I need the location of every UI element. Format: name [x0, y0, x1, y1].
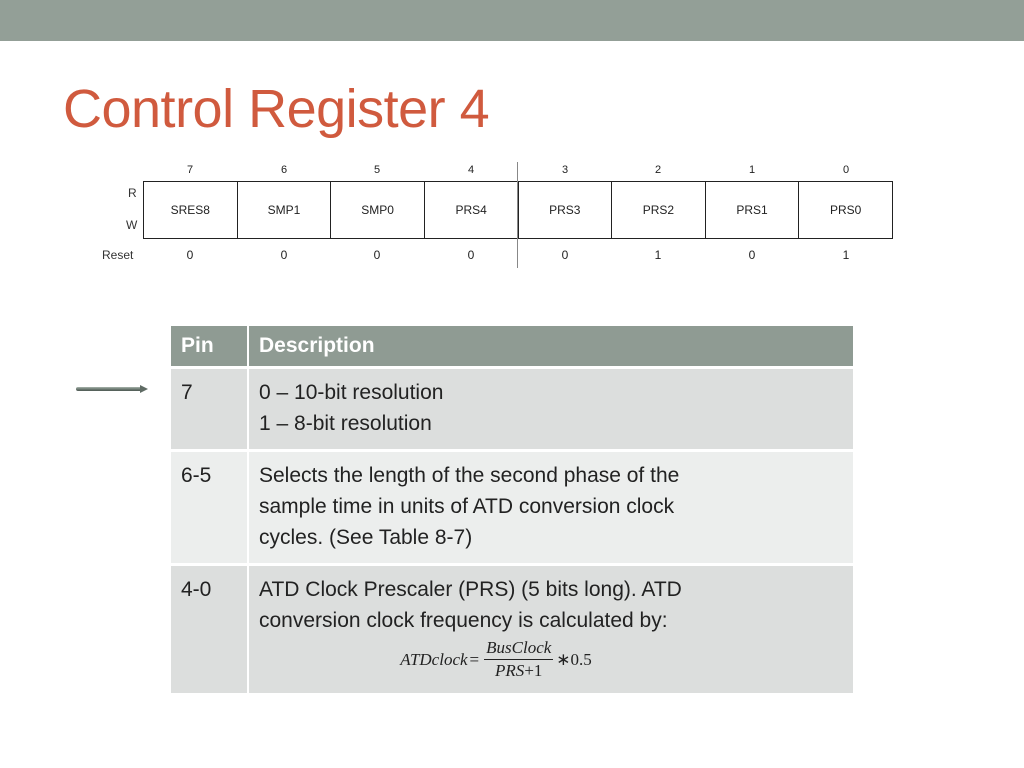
formula-multiplier: ∗0.5 [556, 649, 592, 669]
register-fields [143, 181, 893, 239]
reset-label: Reset [102, 248, 134, 262]
table-row [171, 565, 853, 695]
table-row [171, 368, 853, 451]
table-row [171, 451, 853, 565]
description-line: Selects the length of the second phase of the [259, 464, 680, 487]
field-prs1: PRS1 [706, 182, 800, 238]
formula-lhs: ATDclock [400, 649, 468, 669]
description-line: cycles. (See Table 8-7) [259, 526, 473, 549]
top-banner [0, 0, 1024, 41]
description-line: 1 – 8-bit resolution [259, 412, 432, 435]
reset-value: 0 [186, 248, 194, 262]
bit-number: 7 [186, 164, 194, 176]
reset-value: 0 [467, 248, 475, 262]
bit-number: 0 [842, 164, 850, 176]
description-line: ATD Clock Prescaler (PRS) (5 bits long). ATD [259, 578, 682, 601]
field-prs2: PRS2 [612, 182, 706, 238]
description-cell [248, 565, 853, 695]
clock-formula [259, 638, 843, 681]
field-smp1: SMP1 [238, 182, 332, 238]
description-cell [248, 451, 853, 565]
reset-value: 0 [373, 248, 381, 262]
field-smp0: SMP0 [331, 182, 425, 238]
field-prs4: PRS4 [425, 182, 519, 238]
reset-value: 1 [842, 248, 850, 262]
bit-number: 3 [561, 164, 569, 176]
bit-number: 4 [467, 164, 475, 176]
formula-numerator: BusClock [484, 638, 553, 660]
pin-cell: 7 [171, 368, 248, 451]
description-line: sample time in units of ATD conversion clock [259, 495, 675, 518]
formula-denominator-rest: +1 [524, 661, 543, 680]
nibble-divider [517, 162, 518, 268]
description-cell [248, 368, 853, 451]
reset-value: 0 [561, 248, 569, 262]
description-line: 0 – 10-bit resolution [259, 381, 444, 404]
bit-number: 2 [654, 164, 662, 176]
field-prs3: PRS3 [519, 182, 613, 238]
description-line: conversion clock frequency is calculated by: [259, 609, 668, 632]
formula-denominator [495, 660, 542, 681]
bit-number: 1 [748, 164, 756, 176]
reset-value: 0 [748, 248, 756, 262]
field-prs0: PRS0 [830, 203, 862, 217]
header-description: Description [248, 326, 853, 368]
header-pin: Pin [171, 326, 248, 368]
formula-fraction [484, 638, 553, 681]
pin-description-table [171, 326, 853, 696]
right-arrow-icon [76, 384, 148, 394]
reset-value: 0 [280, 248, 288, 262]
reset-value: 1 [654, 248, 662, 262]
read-label: R [128, 186, 137, 200]
bit-number: 5 [373, 164, 381, 176]
formula-equals: = [469, 649, 480, 669]
pin-cell: 4-0 [171, 565, 248, 695]
pin-cell: 6-5 [171, 451, 248, 565]
formula-denominator-var: PRS [495, 661, 525, 680]
slide-title: Control Register 4 [63, 79, 490, 139]
bit-number: 6 [280, 164, 288, 176]
field-sres8: SRES8 [144, 182, 238, 238]
write-label: W [126, 218, 138, 232]
